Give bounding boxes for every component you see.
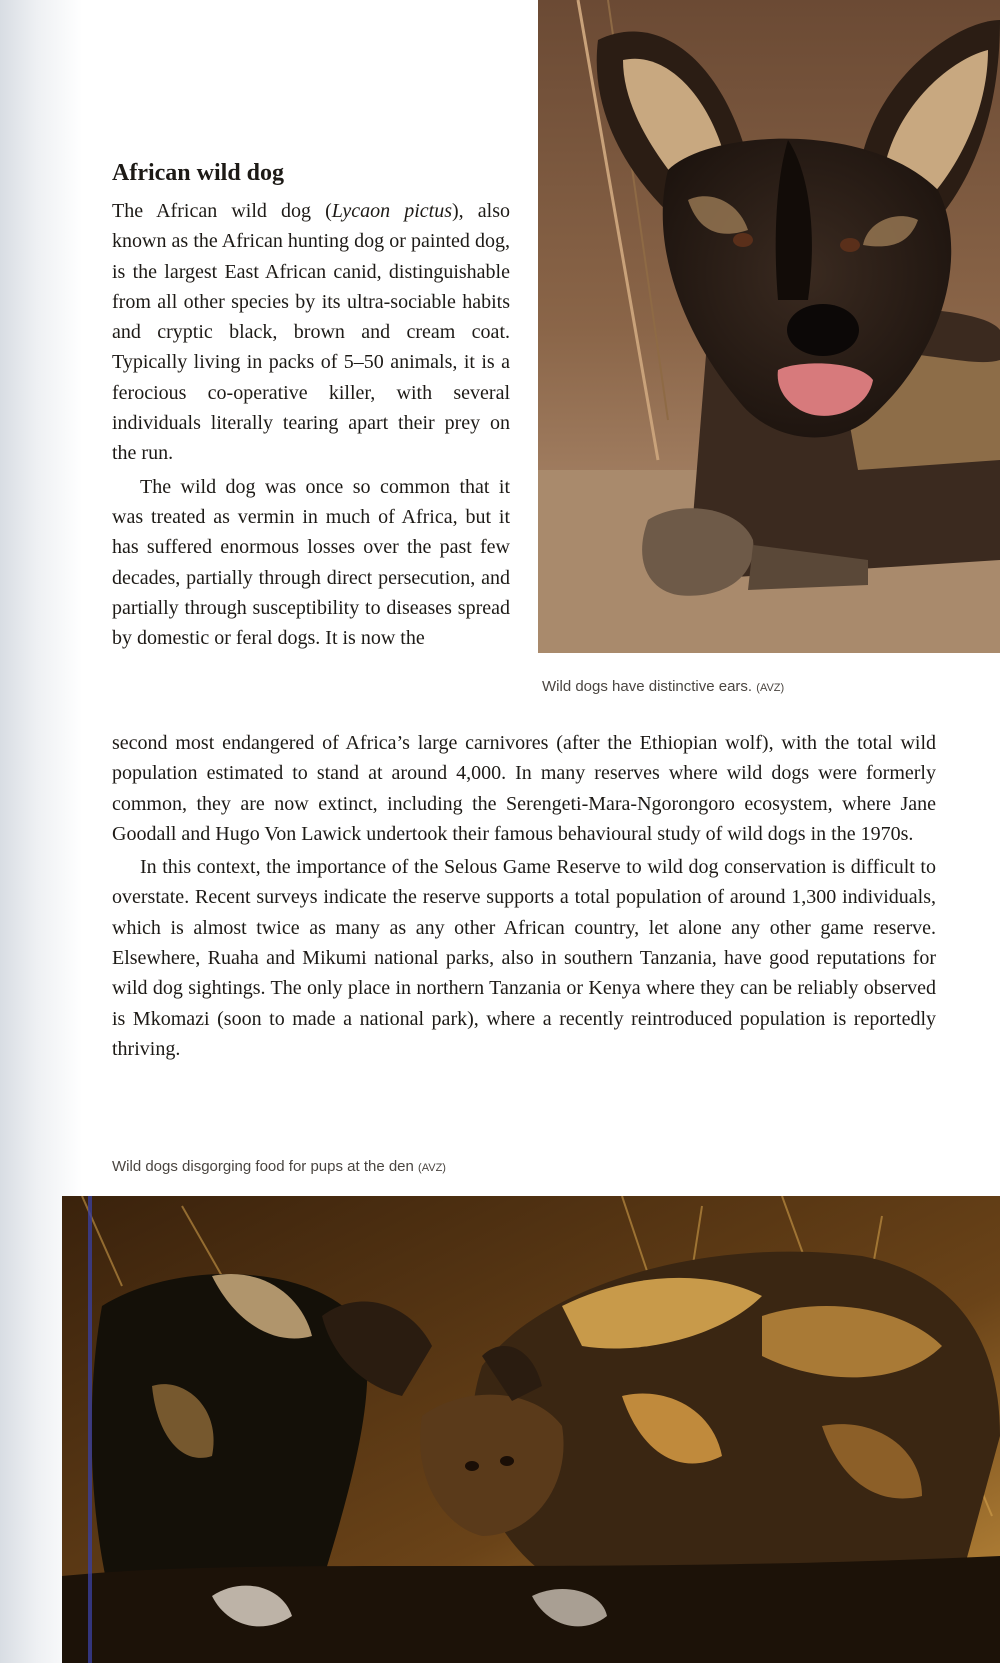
paragraph-1-part-b: ), also known as the African hunting dog or painted dog, is the largest East African canid, distinguishable from all other species by its ultra-sociable habits and cryptic black, brown and cream coat. Typically living in packs of 5–50 animals, it is a ferocious co-operative killer, with several individuals literally tearing apart their prey on the run. [112, 200, 510, 465]
bottom-caption-text: Wild dogs disgorging food for pups at the den [112, 1158, 414, 1175]
paragraph-2: The wild dog was once so common that it was treated as vermin in much of Africa, but it has suffered enormous losses over the past few decades, partially through direct persecution, and partially through susceptibility to diseases spread by domestic or feral dogs. It is now the [112, 475, 510, 650]
wild-dog-ears-photo [538, 0, 1000, 653]
wild-dogs-den-photo [62, 1196, 1000, 1663]
paragraph-1 [112, 196, 510, 469]
section-heading: African wild dog [112, 160, 285, 186]
binding-edge [88, 1196, 92, 1663]
species-name: Lycaon pictus [331, 200, 452, 222]
bottom-caption-credit: (AVZ) [418, 1162, 446, 1174]
full-width-text [112, 728, 936, 1064]
top-caption-text: Wild dogs have distinctive ears. [542, 678, 753, 695]
bottom-photo-caption [112, 1158, 446, 1175]
top-photo-caption [542, 678, 784, 695]
paragraph-2-continued: second most endangered of Africa’s large carnivores (after the Ethiopian wolf), with the total wild population estimated to stand at around 4,000. In many reserves where wild dogs were formerly common, they are now extinct, including the Serengeti-Mara-Ngorongoro ecosystem, where Jane Goodall and Hugo Von Lawick undertook their famous behavioural study of wild dogs in the 1970s. [112, 732, 936, 845]
paragraph-1-part-a: The African wild dog ( [112, 200, 332, 222]
narrow-column-text [112, 196, 510, 653]
paragraph-3: In this context, the importance of the Selous Game Reserve to wild dog conservation is difficult to overstate. Recent surveys indicate the reserve supports a total population of around 1,300 individuals, which is almost twice as many as any other African country, let alone any other game reserve. Elsewhere, Ruaha and Mikumi national parks, also in southern Tanzania, have good reputations for wild dog sightings. The only place in northern Tanzania or Kenya where they can be reliably observed is Mkomazi (soon to made a national park), where a recently reintroduced population is reportedly thriving. [112, 856, 936, 1060]
top-caption-credit: (AVZ) [756, 682, 785, 694]
